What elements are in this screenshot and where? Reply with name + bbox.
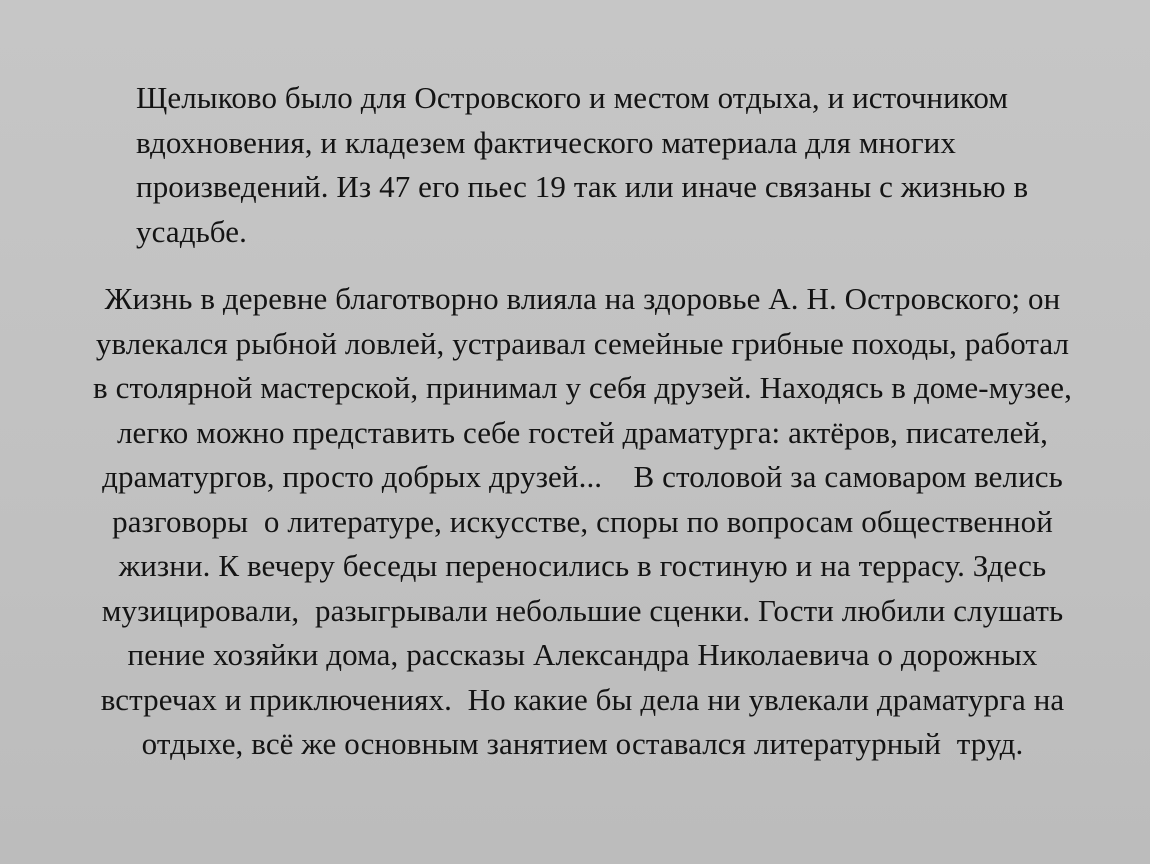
text-line: встречах и приключениях. Но какие бы дела ни увлекали драматурга на xyxy=(100,681,1065,717)
text-line: Щелыково было для Островского и местом отдыха, и источником xyxy=(136,80,1009,115)
text-line: жизни. К вечеру беседы переносились в гостиную и на террасу. Здесь xyxy=(118,548,1047,583)
text-line: увлекался рыбной ловлей, устраивал семейные грибные походы, работал xyxy=(95,325,1070,361)
text-line: в столярной мастерской, принимал у себя друзей. Находясь в доме-музее, xyxy=(93,370,1072,405)
text-line: разговоры о литературе, искусстве, споры по вопросам общественной xyxy=(112,503,1053,539)
text-line: пение хозяйки дома, рассказы Александра Николаевича о дорожных xyxy=(127,637,1038,672)
text-line: легко можно представить себе гостей драматурга: актёров, писателей, xyxy=(116,414,1049,450)
text-line: вдохновения, и кладезем фактического материала для многих xyxy=(136,124,956,160)
text-line: драматургов, просто добрых друзей... В столовой за самоваром велись xyxy=(102,459,1063,494)
paragraph-village-life xyxy=(55,277,1110,767)
text-line: усадьбе. xyxy=(136,213,247,249)
text-line: произведений. Из 47 его пьес 19 так или иначе связаны с жизнью в xyxy=(136,169,1029,204)
text-line: Жизнь в деревне благотворно влияла на здоровье А. Н. Островского; он xyxy=(104,281,1061,316)
text-line: музицировали, разыгрывали небольшие сценки. Гости любили слушать xyxy=(101,592,1064,628)
paragraph-intro xyxy=(69,76,1059,254)
text-line: отдыхе, всё же основным занятием оставался литературный труд. xyxy=(141,726,1024,761)
